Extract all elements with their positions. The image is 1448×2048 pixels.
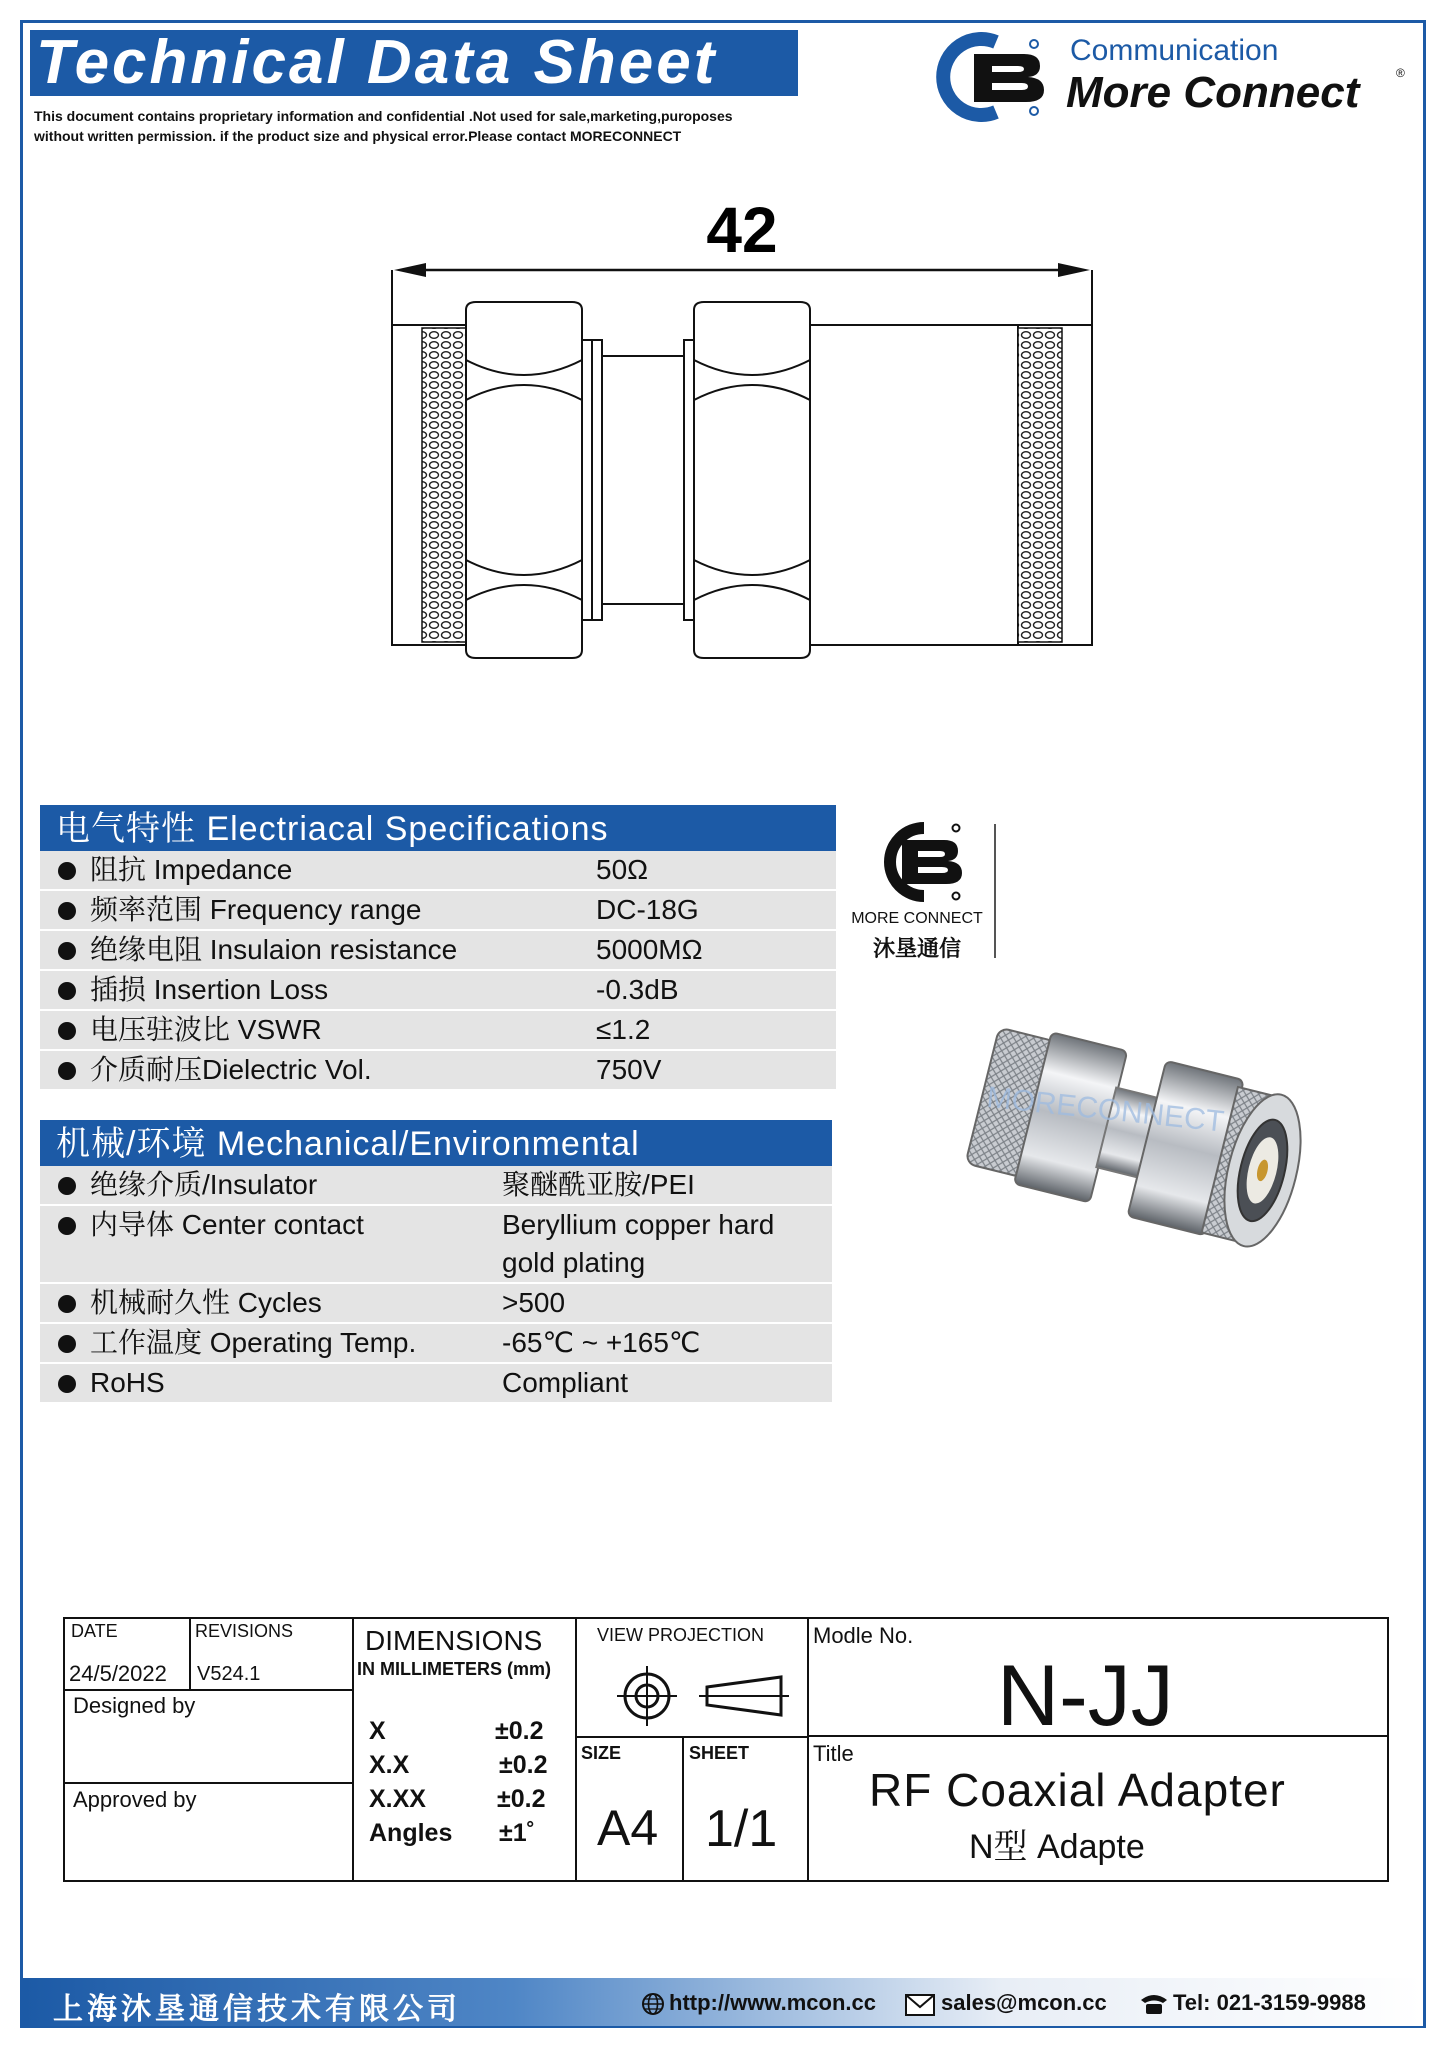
spec-label: RoHS	[90, 1367, 165, 1398]
tolerance-key: Angles	[369, 1819, 453, 1847]
dimension-label: 42	[706, 194, 778, 266]
bullet-icon	[58, 862, 76, 880]
product-title: RF Coaxial Adapter	[869, 1764, 1286, 1816]
brand-mark-icon	[926, 32, 1056, 122]
spec-value: Compliant	[502, 1367, 629, 1398]
spec-row	[40, 851, 836, 891]
spec-label: 机械耐久性 Cycles	[90, 1287, 322, 1318]
tolerance-value: ±1˚	[499, 1819, 535, 1847]
brand-logo	[926, 32, 1426, 122]
side-logo-chinese: 沐垦通信	[872, 936, 961, 961]
date-value: 24/5/2022	[69, 1661, 167, 1686]
size-value: A4	[597, 1800, 659, 1856]
model-label: Modle No.	[813, 1623, 914, 1648]
title-block	[63, 1617, 1389, 1882]
bullet-icon	[58, 1217, 76, 1235]
view-projection-label: VIEW PROJECTION	[597, 1625, 765, 1645]
designed-by-label: Designed by	[73, 1693, 196, 1718]
side-logo-text: MORE CONNECT	[851, 910, 983, 927]
spec-value: Beryllium copper hard	[502, 1209, 775, 1240]
tolerance-key: X.X	[369, 1751, 410, 1779]
spec-value: ≤1.2	[596, 1014, 651, 1045]
spec-label: 阻抗 Impedance	[90, 854, 293, 885]
bullet-icon	[58, 1295, 76, 1313]
document-title: Technical Data Sheet	[30, 30, 798, 96]
mail-icon	[905, 1994, 935, 2016]
company-name: 上海沐垦通信技术有限公司	[53, 1992, 461, 2027]
spec-row	[40, 1011, 836, 1051]
spec-row	[40, 1324, 832, 1364]
spec-value-line-2: gold plating	[502, 1247, 646, 1278]
tolerance-value: ±0.2	[497, 1785, 546, 1813]
bullet-icon	[58, 942, 76, 960]
notice-line-1: This document contains proprietary information and confidential .Not used for sale,marketing,puroposes	[34, 108, 733, 124]
spec-label: 内导体 Center contact	[90, 1209, 364, 1240]
spec-row	[40, 931, 836, 971]
footer-bar	[23, 1978, 1423, 2026]
mechanical-specifications	[40, 1120, 832, 1404]
spec-value: -0.3dB	[596, 974, 679, 1005]
brand-mark-icon	[844, 816, 990, 908]
spec-row	[40, 1364, 832, 1404]
projection-symbol-icon	[595, 1663, 795, 1729]
spec-label: 绝缘介质/Insulator	[90, 1169, 318, 1200]
bullet-icon	[58, 982, 76, 1000]
spec-row	[40, 1051, 836, 1091]
size-label: SIZE	[581, 1743, 622, 1763]
bullet-icon	[58, 1177, 76, 1195]
phone-icon	[1139, 1992, 1169, 2016]
spec-label: 工作温度 Operating Temp.	[90, 1327, 417, 1358]
spec-value: DC-18G	[596, 894, 699, 925]
bullet-icon	[58, 1375, 76, 1393]
tolerance-key: X	[369, 1717, 386, 1745]
brand-tagline: Communication	[1070, 34, 1279, 67]
bullet-icon	[58, 1062, 76, 1080]
globe-icon	[641, 1992, 665, 2016]
spec-row	[40, 1284, 832, 1324]
telephone: Tel: 021-3159-9988	[1173, 1990, 1366, 2015]
spec-value: >500	[502, 1287, 566, 1318]
bullet-icon	[58, 902, 76, 920]
spec-row	[40, 891, 836, 931]
website-link[interactable]: http://www.mcon.cc	[669, 1990, 876, 2015]
electrical-specifications	[40, 805, 836, 1091]
spec-label: 绝缘电阻 Insulaion resistance	[90, 934, 458, 965]
title-label: Title	[813, 1741, 854, 1766]
email-link[interactable]: sales@mcon.cc	[941, 1990, 1107, 2015]
spec-label: 频率范围 Frequency range	[90, 894, 422, 925]
sheet-label: SHEET	[689, 1743, 750, 1763]
confidentiality-notice	[34, 106, 834, 146]
side-logo	[844, 816, 994, 966]
adapter-drawing	[380, 190, 1110, 660]
dimensions-label: DIMENSIONS	[365, 1625, 543, 1656]
spec-label: 电压驻波比 VSWR	[90, 1014, 322, 1045]
spec-label: 插损 Insertion Loss	[90, 974, 329, 1005]
product-subtitle: N型 Adapte	[969, 1828, 1145, 1866]
spec-row	[40, 1206, 832, 1284]
bullet-icon	[58, 1335, 76, 1353]
spec-label: 介质耐压Dielectric Vol.	[90, 1054, 372, 1085]
date-label: DATE	[71, 1621, 118, 1641]
electrical-heading: 电气特性 Electriacal Specifications	[40, 805, 836, 851]
tolerance-key: X.XX	[369, 1785, 426, 1813]
product-photo	[955, 995, 1325, 1295]
product-watermark: MORECONNECT	[985, 1080, 1226, 1139]
spec-value: -65℃ ~ +165℃	[502, 1327, 701, 1358]
revisions-label: REVISIONS	[195, 1621, 294, 1641]
spec-row	[40, 1166, 832, 1206]
approved-by-label: Approved by	[73, 1787, 197, 1812]
spec-value: 聚醚酰亚胺/PEI	[502, 1169, 695, 1200]
dimensions-unit: IN MILLIMETERS (mm)	[357, 1659, 551, 1679]
divider	[994, 824, 996, 958]
brand-name: More Connect	[1066, 68, 1360, 117]
spec-value: 50Ω	[596, 854, 649, 885]
sheet-value: 1/1	[705, 1800, 778, 1858]
revisions-value: V524.1	[197, 1663, 261, 1685]
spec-row	[40, 971, 836, 1011]
mechanical-heading: 机械/环境 Mechanical/Environmental	[40, 1120, 832, 1166]
notice-line-2: without written permission. if the product size and physical error.Please contact MORECONNECT	[34, 128, 682, 144]
registered-mark: ®	[1396, 66, 1405, 80]
bullet-icon	[58, 1022, 76, 1040]
spec-value: 750V	[596, 1054, 662, 1085]
spec-value: 5000MΩ	[596, 934, 703, 965]
tolerance-value: ±0.2	[495, 1717, 544, 1745]
tolerance-value: ±0.2	[499, 1751, 548, 1779]
model-number: N-JJ	[997, 1648, 1174, 1744]
